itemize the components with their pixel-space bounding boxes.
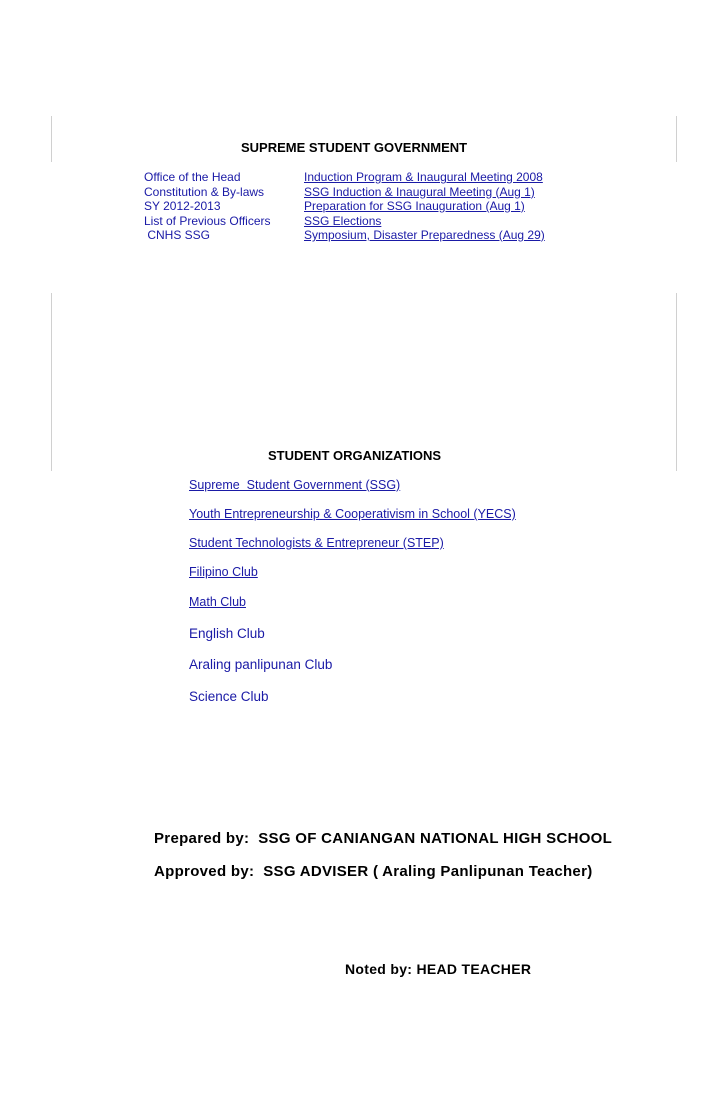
ssg-right-link[interactable]: Induction Program & Inaugural Meeting 2008 — [304, 170, 543, 184]
prepared-by-line: Prepared by: SSG OF CANIANGAN NATIONAL HIGH SCHOOL — [154, 830, 613, 847]
org-item: Araling panlipunan Club — [189, 657, 333, 672]
org-link[interactable]: Math Club — [189, 595, 246, 609]
org-item: English Club — [189, 626, 265, 641]
orgs-section-title: STUDENT ORGANIZATIONS — [268, 448, 442, 463]
org-item: Science Club — [189, 689, 269, 704]
org-link[interactable]: Student Technologists & Entrepreneur (STEP) — [189, 536, 444, 550]
noted-by-line: Noted by: HEAD TEACHER — [345, 961, 532, 977]
ssg-left-link[interactable]: List of Previous Officers — [144, 213, 271, 228]
org-link[interactable]: Supreme Student Government (SSG) — [189, 478, 401, 492]
ssg-right-link[interactable]: SSG Elections — [304, 213, 382, 228]
frame-edge-right-mid — [676, 293, 677, 471]
frame-edge-left-top — [51, 116, 52, 162]
frame-edge-left-mid — [51, 293, 52, 471]
ssg-section-title: SUPREME STUDENT GOVERNMENT — [241, 140, 468, 155]
approved-by-line: Approved by: SSG ADVISER ( Araling Panlipunan Teacher) — [154, 863, 593, 880]
ssg-left-link[interactable]: SY 2012-2013 — [144, 199, 221, 213]
ssg-left-link[interactable]: CNHS SSG — [144, 228, 211, 242]
ssg-right-link[interactable]: Symposium, Disaster Preparedness (Aug 29) — [304, 228, 545, 242]
ssg-right-link[interactable]: SSG Induction & Inaugural Meeting (Aug 1) — [304, 184, 535, 199]
ssg-left-link[interactable]: Office of the Head — [144, 170, 241, 184]
ssg-left-link[interactable]: Constitution & By-laws — [144, 184, 265, 199]
org-link[interactable]: Youth Entrepreneurship & Cooperativism in School (YECS) — [189, 507, 516, 521]
ssg-right-link[interactable]: Preparation for SSG Inauguration (Aug 1) — [304, 199, 525, 213]
org-link[interactable]: Filipino Club — [189, 565, 258, 579]
ssg-left-link-list — [144, 170, 271, 243]
frame-edge-right-top — [676, 116, 677, 162]
ssg-right-link-list — [304, 170, 545, 243]
